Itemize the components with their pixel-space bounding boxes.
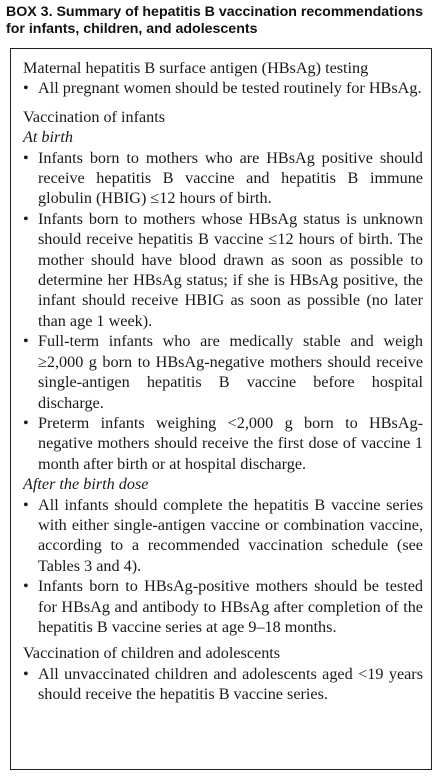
list-after-birth-dose [23,495,423,638]
bullet-icon: • [23,495,29,514]
bullet-icon: • [23,148,29,167]
list-maternal-testing [23,78,423,98]
list-item: • Infants born to HBsAg-positive mothers should be tested for HBsAg and antibody to HBsAg after completion of the hepatitis B vaccine series at age 9–18 months. [23,577,423,636]
list-item: • Infants born to mothers whose HBsAg status is unknown should receive hepatitis B vaccine ≤12 hours of birth. The mother should have blood drawn as soon as possible to determine her HBsAg status; if she is HBsAg positive, the infant should receive HBIG as soon as possible (no later than age 1 week). [23,209,423,330]
section-heading-vaccination-infants: Vaccination of infants [23,107,166,126]
list-item: • Full-term infants who are medically stable and weigh ≥2,000 g born to HBsAg-negative mothers should receive single-antigen hepatitis B vaccine before hospital discharge. [23,332,423,412]
bullet-icon: • [23,209,29,228]
list-item: • Preterm infants weighing <2,000 g born to HBsAg-negative mothers should receive the first dose of vaccine 1 month after birth or at hospital discharge. [23,413,423,473]
list-item: • All pregnant women should be tested routinely for HBsAg. [23,79,422,98]
section-heading-children-adolescents: Vaccination of children and adolescents [23,644,281,663]
bullet-icon: • [23,664,29,683]
list-at-birth [23,148,423,475]
list-item: • Infants born to mothers who are HBsAg positive should receive hepatitis B vaccine and hepatitis B immune globulin (HBIG) ≤12 hours of birth. [23,148,423,208]
bullet-icon: • [23,413,29,432]
box-content [23,58,423,705]
list-item: • All infants should complete the hepatitis B vaccine series with either single-antigen vaccine or combination vaccine, according to a recommended vaccination schedule (see Tables 3 and 4). [23,495,423,575]
bullet-icon: • [23,332,29,351]
bullet-icon: • [23,79,29,98]
section-heading-maternal-testing: Maternal hepatitis B surface antigen (HBsAg) testing [23,59,369,77]
box-title: BOX 3. Summary of hepatitis B vaccination recommendations for infants, children, and adolescents [6,4,424,37]
subheading-after-birth-dose: After the birth dose [23,475,149,494]
list-children-adolescents [23,664,423,705]
bullet-icon: • [23,577,29,596]
list-item: • All unvaccinated children and adolescents aged <19 years should receive the hepatitis B vaccine series. [23,664,423,704]
subheading-at-birth: At birth [23,128,73,147]
